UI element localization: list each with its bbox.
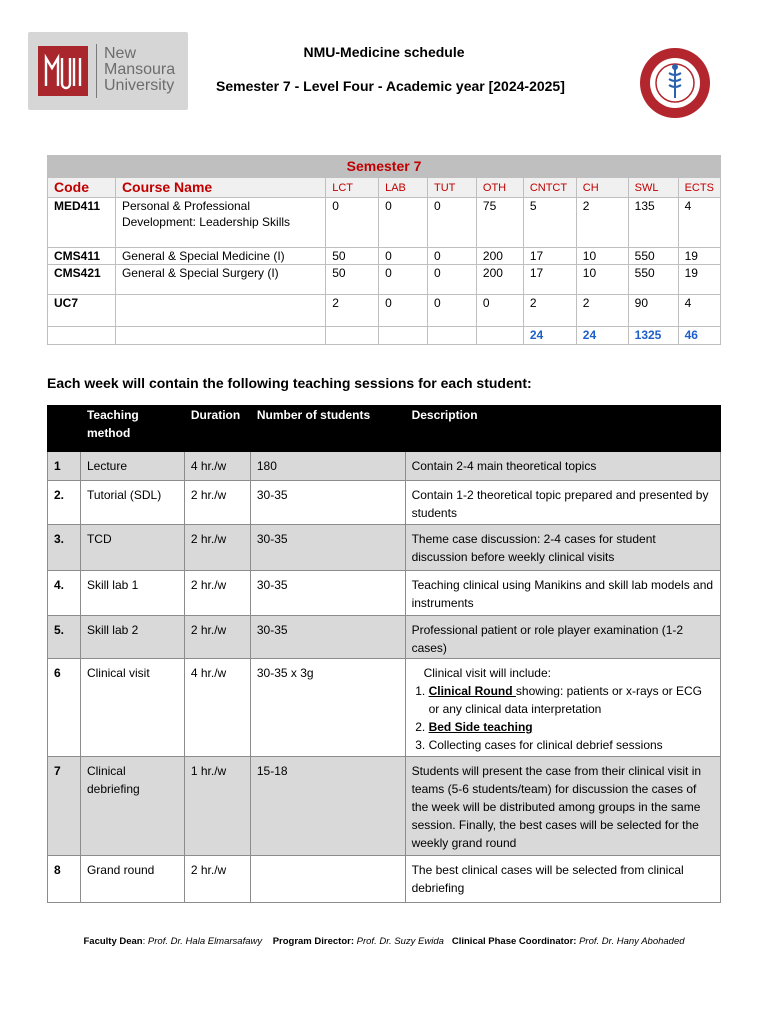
cell-ch: 10 [576, 265, 628, 295]
table-row [48, 659, 721, 757]
cell-swl: 550 [628, 248, 678, 265]
footer-signatures: Faculty Dean: Prof. Dr. Hala Elmarsafawy Program Director: Prof. Dr. Suzy Ewida Clinical Phase Coordinator: Prof. Dr. Hany Abohaded [83, 936, 685, 947]
empty-cell [476, 327, 523, 345]
column-header: CNTCT [523, 178, 576, 198]
column-header: Course Name [115, 178, 325, 198]
document-subtitle: Semester 7 - Level Four - Academic year [2024-2025] [216, 78, 565, 94]
number-of-students [250, 856, 405, 903]
cell-lab: 0 [379, 198, 428, 248]
table-row [48, 481, 721, 525]
list-item [429, 682, 714, 718]
clinical-visit-list [412, 682, 714, 754]
cell-ects: 19 [678, 248, 720, 265]
row-number: 4. [48, 571, 81, 616]
description: Teaching clinical using Manikins and skill lab models and instruments [405, 571, 720, 616]
cell-oth: 200 [476, 265, 523, 295]
duration: 2 hr./w [184, 856, 250, 903]
column-header: Duration [184, 406, 250, 452]
cell-ch: 2 [576, 295, 628, 327]
director-name: Prof. Dr. Suzy Ewida [356, 936, 444, 947]
cell-lab: 0 [379, 265, 428, 295]
totals-row [48, 327, 721, 345]
row-number: 6 [48, 659, 81, 757]
logo-wordmark: New Mansoura University [104, 45, 176, 94]
table-row [48, 248, 721, 265]
empty-cell [48, 327, 116, 345]
description: Professional patient or role player examination (1-2 cases) [405, 616, 720, 659]
course-code: CMS421 [48, 265, 116, 295]
cell-lab: 0 [379, 295, 428, 327]
cell-tut: 0 [427, 295, 476, 327]
total-cntct: 24 [523, 327, 576, 345]
table-row [48, 198, 721, 248]
number-of-students: 30-35 [250, 525, 405, 571]
number-of-students: 180 [250, 452, 405, 481]
cell-cntct: 2 [523, 295, 576, 327]
list-item [429, 736, 714, 754]
coordinator-label: Clinical Phase Coordinator: [451, 936, 577, 947]
table-row [48, 856, 721, 903]
teaching-method: Clinical debriefing [80, 757, 184, 856]
description: Theme case discussion: 2-4 cases for student discussion before weekly clinical visits [405, 525, 720, 571]
semester-courses-table [47, 155, 721, 345]
empty-cell [427, 327, 476, 345]
table-row [48, 295, 721, 327]
number-of-students: 30-35 [250, 571, 405, 616]
cell-lct: 0 [326, 198, 379, 248]
empty-cell [379, 327, 428, 345]
dean-label: Faculty Dean [83, 936, 143, 947]
table-row [48, 452, 721, 481]
description: Students will present the case from their clinical visit in teams (5-6 students/team) for discussion the cases of the week will be distributed among groups in the same session. Finally, the best cases will be selected for the weekly grand round [405, 757, 720, 856]
empty-cell [326, 327, 379, 345]
row-number: 8 [48, 856, 81, 903]
teaching-method: TCD [80, 525, 184, 571]
teaching-method: Skill lab 1 [80, 571, 184, 616]
cell-swl: 135 [628, 198, 678, 248]
teaching-sessions-table [47, 405, 721, 903]
duration: 2 hr./w [184, 481, 250, 525]
course-name: General & Special Surgery (I) [115, 265, 325, 295]
total-swl: 1325 [628, 327, 678, 345]
column-header: ECTS [678, 178, 720, 198]
cell-lct: 50 [326, 248, 379, 265]
empty-cell [115, 327, 325, 345]
cell-swl: 90 [628, 295, 678, 327]
teaching-method: Lecture [80, 452, 184, 481]
cell-oth: 0 [476, 295, 523, 327]
cell-tut: 0 [427, 265, 476, 295]
cell-oth: 200 [476, 248, 523, 265]
dean-name: Prof. Dr. Hala Elmarsafawy [147, 936, 263, 947]
table-row [48, 265, 721, 295]
course-code: CMS411 [48, 248, 116, 265]
teaching-method: Grand round [80, 856, 184, 903]
number-of-students: 30-35 [250, 616, 405, 659]
cell-ects: 4 [678, 295, 720, 327]
column-header: CH [576, 178, 628, 198]
duration: 2 hr./w [184, 571, 250, 616]
table-row [48, 525, 721, 571]
row-number: 5. [48, 616, 81, 659]
cell-tut: 0 [427, 198, 476, 248]
cell-oth: 75 [476, 198, 523, 248]
course-name [115, 295, 325, 327]
number-of-students: 30-35 x 3g [250, 659, 405, 757]
description: Contain 2-4 main theoretical topics [405, 452, 720, 481]
number-of-students: 15-18 [250, 757, 405, 856]
column-header: TUT [427, 178, 476, 198]
list-item-text: showing: patients or x-rays or ECG or any clinical data interpretation [428, 684, 702, 716]
semester-band: Semester 7 [48, 156, 721, 178]
table-row [48, 616, 721, 659]
row-number: 7 [48, 757, 81, 856]
column-header: Teaching method [80, 406, 184, 452]
row-number: 1 [48, 452, 81, 481]
list-item-text: Collecting cases for clinical debrief sessions [428, 738, 663, 752]
duration: 4 hr./w [184, 659, 250, 757]
column-header: OTH [476, 178, 523, 198]
duration: 2 hr./w [184, 616, 250, 659]
cell-ects: 19 [678, 265, 720, 295]
teaching-method: Skill lab 2 [80, 616, 184, 659]
duration: 4 hr./w [184, 452, 250, 481]
duration: 1 hr./w [184, 757, 250, 856]
column-header: Description [405, 406, 720, 452]
description: The best clinical cases will be selected from clinical debriefing [405, 856, 720, 903]
document-title: NMU-Medicine schedule [303, 44, 465, 60]
sessions-heading: Each week will contain the following teaching sessions for each student: [47, 375, 532, 391]
total-ects: 46 [678, 327, 720, 345]
cell-lct: 2 [326, 295, 379, 327]
university-seal-icon [638, 46, 712, 120]
cell-tut: 0 [427, 248, 476, 265]
course-name: Personal & Professional Development: Leadership Skills [115, 198, 325, 248]
duration: 2 hr./w [184, 525, 250, 571]
list-item-bold: Clinical Round [428, 684, 516, 698]
row-number: 3. [48, 525, 81, 571]
column-header [48, 406, 81, 452]
course-code: UC7 [48, 295, 116, 327]
list-item [429, 718, 714, 736]
total-ch: 24 [576, 327, 628, 345]
row-number: 2. [48, 481, 81, 525]
course-name: General & Special Medicine (I) [115, 248, 325, 265]
clinical-visit-intro: Clinical visit will include: [423, 666, 551, 680]
column-header: LAB [379, 178, 428, 198]
cell-ch: 10 [576, 248, 628, 265]
column-header: LCT [326, 178, 379, 198]
description [405, 659, 720, 757]
description: Contain 1-2 theoretical topic prepared and presented by students [405, 481, 720, 525]
cell-ects: 4 [678, 198, 720, 248]
table-header-row [48, 406, 721, 452]
cell-lct: 50 [326, 265, 379, 295]
cell-swl: 550 [628, 265, 678, 295]
table-row [48, 757, 721, 856]
column-header: Code [48, 178, 116, 198]
cell-cntct: 5 [523, 198, 576, 248]
column-header: Number of students [250, 406, 405, 452]
cell-cntct: 17 [523, 248, 576, 265]
cell-cntct: 17 [523, 265, 576, 295]
coordinator-name: Prof. Dr. Hany Abohaded [579, 936, 685, 947]
number-of-students: 30-35 [250, 481, 405, 525]
teaching-method: Clinical visit [80, 659, 184, 757]
teaching-method: Tutorial (SDL) [80, 481, 184, 525]
list-item-bold: Bed Side teaching [428, 720, 533, 734]
table-row [48, 571, 721, 616]
cell-ch: 2 [576, 198, 628, 248]
column-header: SWL [628, 178, 678, 198]
table-header-row [48, 178, 721, 198]
cell-lab: 0 [379, 248, 428, 265]
course-code: MED411 [48, 198, 116, 248]
director-label: Program Director: [272, 936, 354, 947]
